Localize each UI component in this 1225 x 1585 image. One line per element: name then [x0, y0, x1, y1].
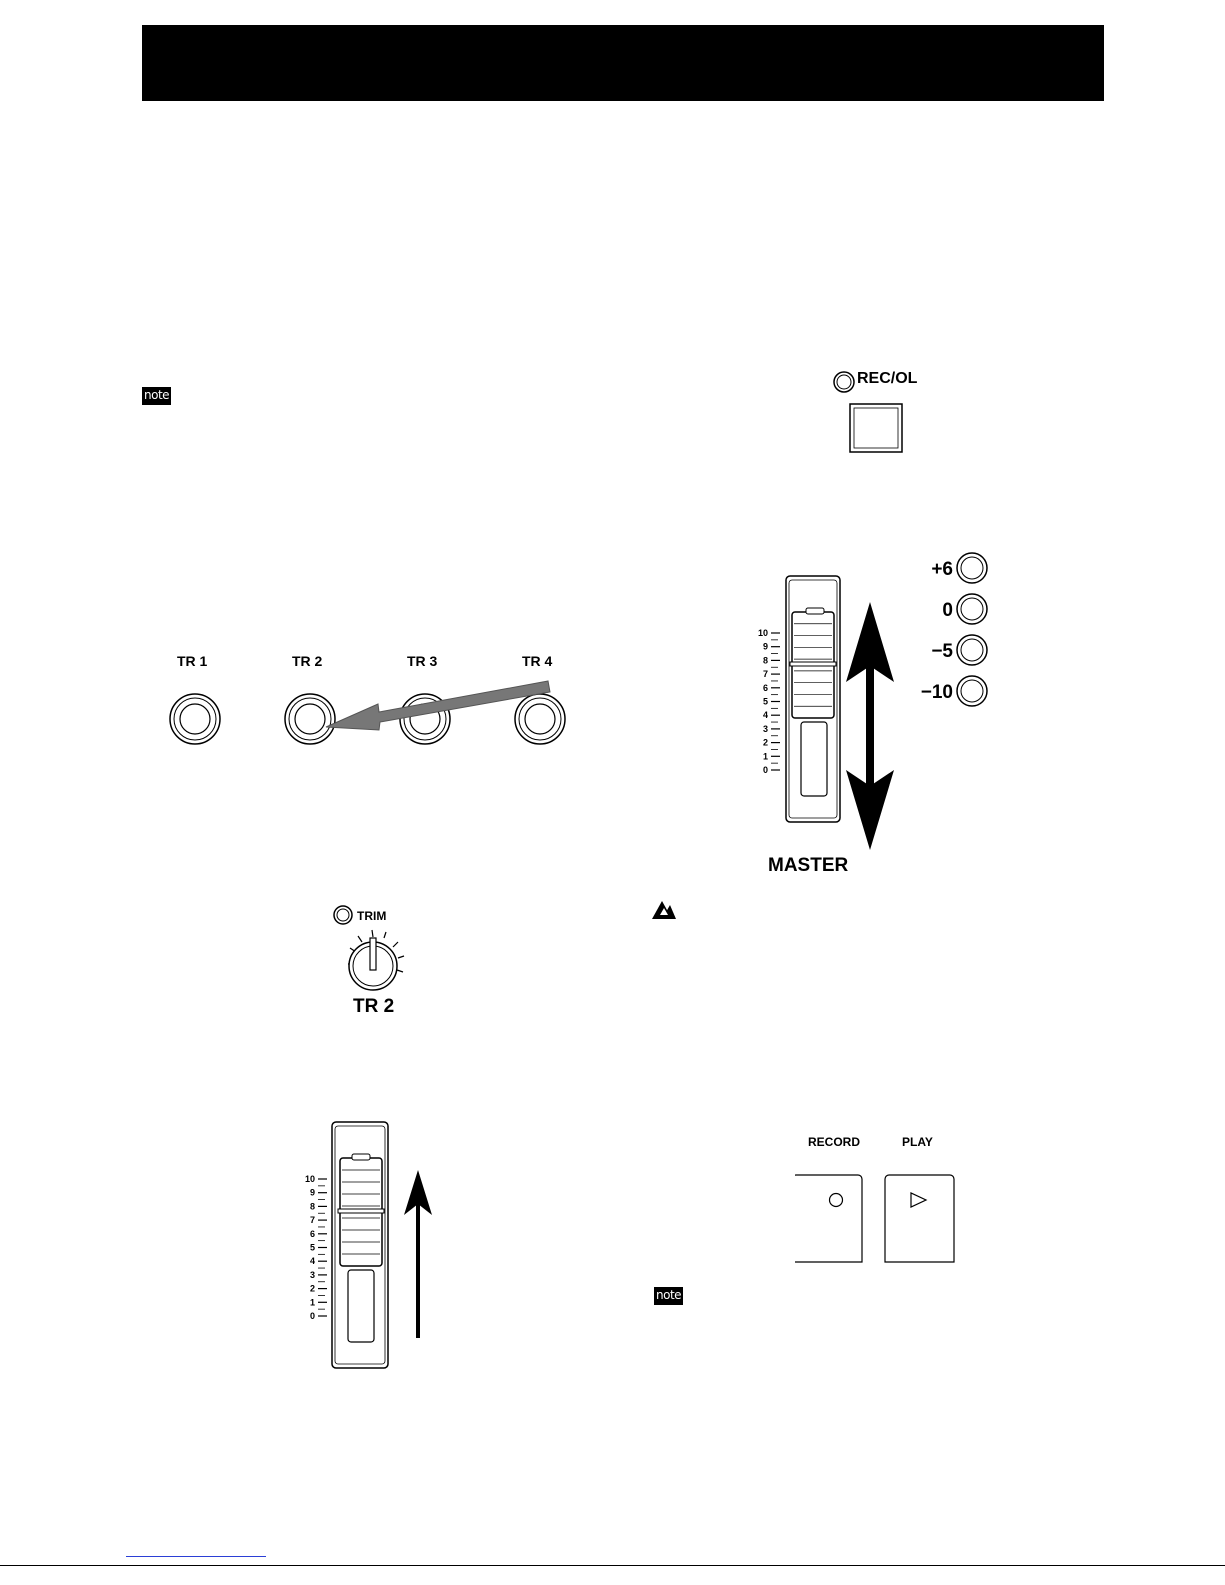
record-button[interactable]: [795, 1175, 862, 1262]
master-section-figure: [750, 550, 1010, 880]
level-label-3: −5: [931, 641, 953, 662]
track-fader-scale-label-10: 10: [304, 1174, 315, 1184]
master-label: MASTER: [768, 855, 849, 876]
master-fader-scale-label-10: 10: [757, 628, 768, 638]
level-label-4: −10: [920, 682, 953, 703]
track-fader-scale-label-4: 4: [309, 1256, 315, 1267]
master-fader-scale-label-8: 8: [762, 655, 768, 666]
record-circle-icon: [830, 1194, 843, 1207]
track-fader-scale-label-5: 5: [309, 1242, 315, 1253]
track-fader-scale-label-9: 9: [309, 1187, 315, 1198]
level-label-2: 0: [942, 600, 953, 621]
master-fader-scale-label-4: 4: [762, 710, 768, 721]
note-icon: note: [142, 387, 171, 405]
track-fader-figure: [300, 1120, 440, 1370]
rec-ol-label: REC/OL: [857, 370, 918, 387]
track-fader-scale-label-6: 6: [309, 1228, 315, 1239]
master-fader-scale-label-1: 1: [762, 751, 768, 762]
rec-ol-button-figure: [828, 360, 938, 460]
track-label-2: TR 2: [292, 653, 323, 669]
rec-ol-button[interactable]: [850, 404, 902, 452]
track-label-1: TR 1: [177, 653, 208, 669]
track-input-jack-2[interactable]: [285, 694, 335, 744]
master-fader-scale-label-2: 2: [762, 737, 768, 748]
trim-knob-figure: [325, 900, 435, 1020]
track-fader-scale-label-0: 0: [309, 1311, 315, 1321]
track-label-4: TR 4: [522, 653, 553, 669]
transport-figure: [795, 1128, 965, 1268]
master-fader-scale-label-5: 5: [762, 696, 768, 707]
master-fader-scale-label-6: 6: [762, 682, 768, 693]
header-bar: [142, 25, 1104, 101]
track-label-3: TR 3: [407, 653, 438, 669]
caution-icon: [650, 897, 678, 921]
track-fader-scale-label-1: 1: [309, 1297, 315, 1308]
track-input-jack-1[interactable]: [170, 694, 220, 744]
master-fader-scale-label-7: 7: [762, 669, 768, 680]
footer-rule: [0, 1565, 1225, 1566]
footer-link-underline: [126, 1556, 266, 1557]
master-fader-scale-label-0: 0: [762, 765, 768, 775]
trim-track-label: TR 2: [353, 996, 395, 1017]
track-fader-scale-label-8: 8: [309, 1201, 315, 1212]
master-fader-scale-label-9: 9: [762, 641, 768, 652]
master-fader-scale-label-3: 3: [762, 723, 768, 734]
record-label: RECORD: [808, 1135, 861, 1149]
play-button[interactable]: [885, 1175, 954, 1262]
track-inputs-figure: [150, 645, 590, 765]
track-fader-knob[interactable]: [338, 1154, 384, 1266]
note-icon: note: [654, 1287, 683, 1305]
master-fader-knob[interactable]: [790, 608, 836, 718]
track-input-jack-4[interactable]: [515, 694, 565, 744]
track-fader-scale-label-7: 7: [309, 1215, 315, 1226]
trim-label: TRIM: [357, 909, 387, 923]
track-fader-scale-label-3: 3: [309, 1269, 315, 1280]
level-label-1: +6: [931, 559, 953, 580]
play-label: PLAY: [902, 1135, 933, 1149]
track-fader-scale-label-2: 2: [309, 1283, 315, 1294]
